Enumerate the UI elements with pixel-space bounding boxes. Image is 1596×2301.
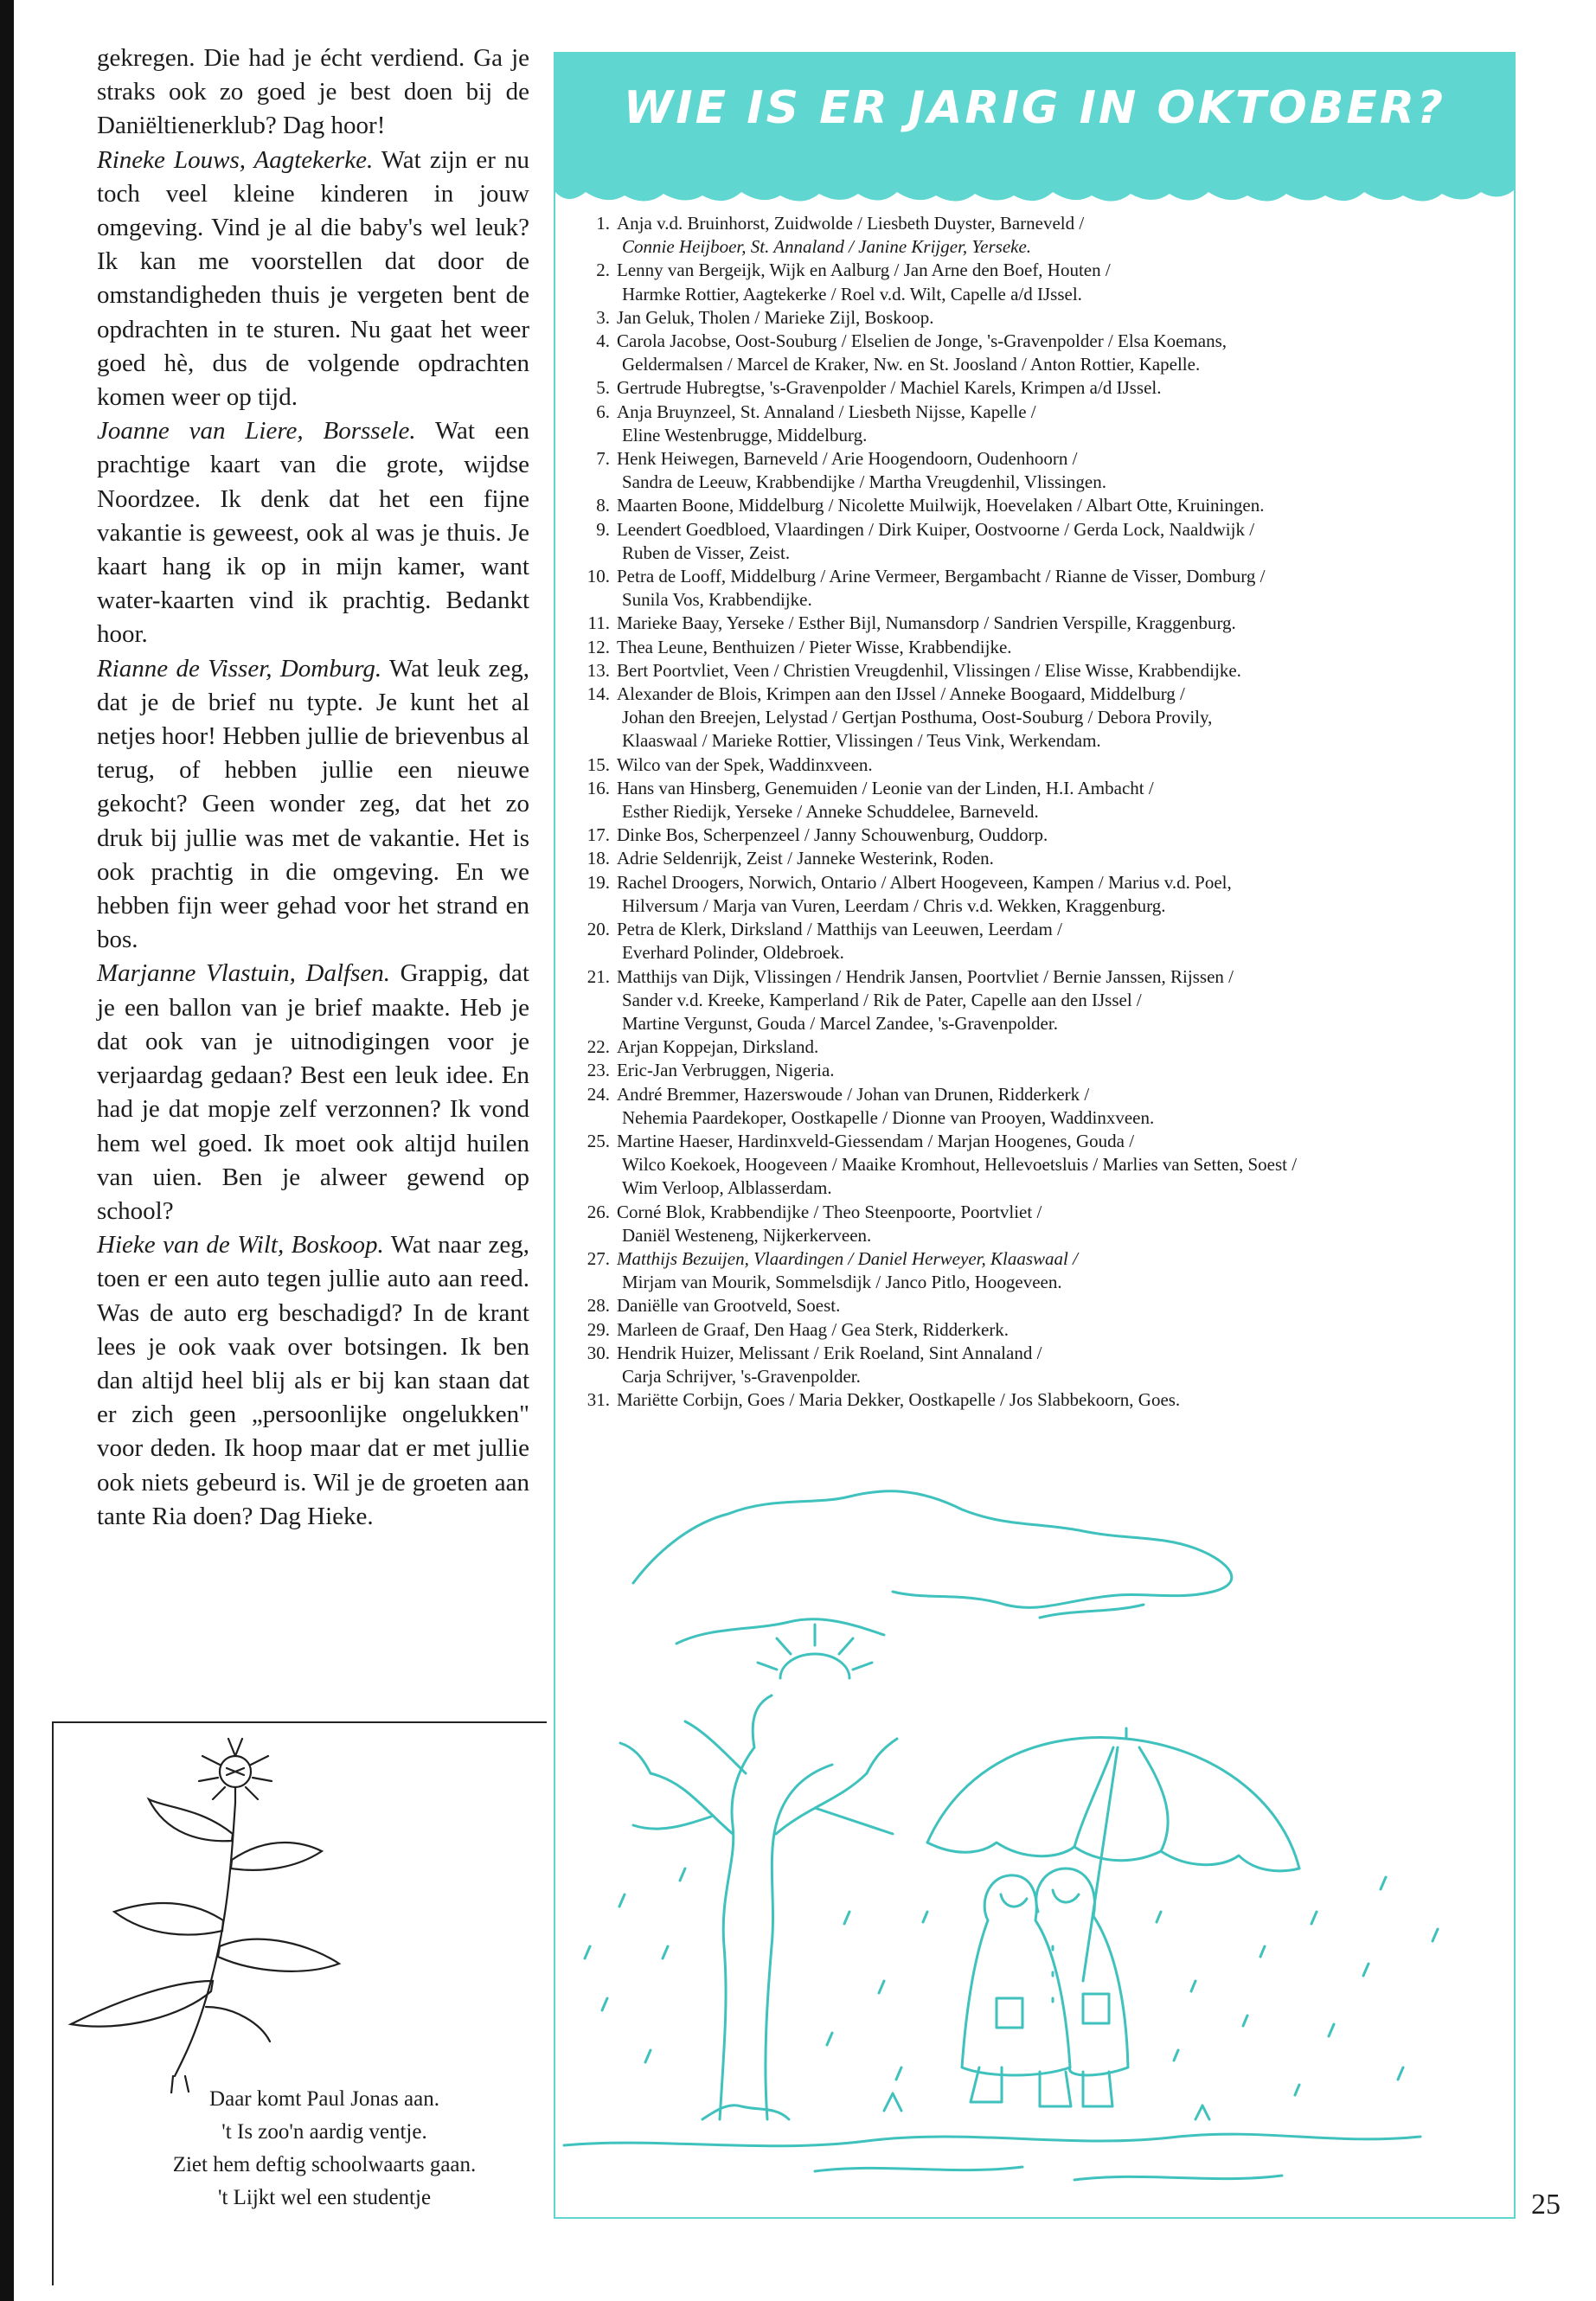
birthday-names (617, 753, 1495, 777)
birthday-names-line: Esther Riedijk, Yerseke / Anneke Schuddelee, Barneveld. (622, 801, 1039, 823)
letter-text: Wat een prachtige kaart van die grote, wijdse Noordzee. Ik denk dat het een fijne vakantie is geweest, ook al was je thuis. Je kaart hang ik op in mijn kamer, want water-kaarten vind ik prachtig. Bedankt hoor. (97, 417, 530, 649)
birthday-day: 12. (586, 636, 610, 657)
birthday-names (617, 1083, 1495, 1130)
birthday-names-line: Petra de Klerk, Dirksland / Matthijs van Leeuwen, Leerdam / (617, 919, 1062, 940)
letter-author: Rineke Louws, Aagtekerke. (97, 145, 374, 174)
letter-text: Wat leuk zeg, dat je de brief nu typte. Je kunt het al netjes hoor! Hebben jullie de brievenbus al terug, of hebben jullie een nieuwe gekocht? Geen wonder zeg, dat het zo druk bij jullie was met de vakantie. Het is ook prachtig in die omgeving. En we hebben fijn weer gehad voor het strand en bos. (97, 654, 529, 954)
birthday-names-line: Klaaswaal / Marieke Rottier, Vlissingen / Teus Vink, Werkendam. (622, 730, 1101, 752)
birthday-names (617, 918, 1495, 965)
birthday-names-line: Wim Verloop, Alblasserdam. (622, 1177, 832, 1199)
letter-text: Wat naar zeg, toen er een auto tegen jullie auto aan reed. Was de auto erg beschadigd? In de krant lees je ook vaak over botsingen. Ik ben dan altijd heel blij als er bij kan staan dat er zich geen „persoonlijke ongelukken" voor deden. Ik hoop maar dat er met jullie ook niets gebeurd is. Wil je de groeten aan tante Ria doen? Dag Hieke. (97, 1231, 529, 1530)
poem-line: 't Is zoo'n aardig ventje. (221, 2120, 427, 2144)
birthday-day: 14. (586, 683, 610, 705)
birthday-entry (578, 636, 1495, 659)
birthday-day: 6. (596, 401, 610, 422)
birthday-entry (578, 518, 1495, 565)
letter-author: Hieke van de Wilt, Boskoop. (97, 1231, 384, 1259)
birthday-entry (578, 683, 1495, 753)
birthday-entry (578, 447, 1495, 494)
birthday-day: 31. (586, 1389, 610, 1411)
birthday-names (617, 1130, 1495, 1201)
letters-column (97, 42, 529, 1534)
birthday-names-line: Lenny van Bergeijk, Wijk en Aalburg / Jan Arne den Boef, Houten / (617, 260, 1111, 281)
birthday-names-line: Wilco Koekoek, Hoogeveen / Maaike Kromhout, Hellevoetsluis / Marlies van Setten, Soest / (622, 1154, 1298, 1176)
birthday-names-line: Henk Heiwegen, Barneveld / Arie Hoogendoorn, Oudenhoorn / (617, 448, 1078, 470)
page-number: 25 (1531, 2189, 1561, 2221)
birthday-names (617, 1059, 1495, 1082)
letter-author: Joanne van Liere, Borssele. (97, 417, 416, 445)
birthday-names (617, 259, 1495, 305)
birthday-names-line: Dinke Bos, Scherpenzeel / Janny Schouwenburg, Ouddorp. (617, 824, 1048, 846)
birthday-names (617, 376, 1495, 400)
birthday-names-line: Matthijs van Dijk, Vlissingen / Hendrik Jansen, Poortvliet / Bernie Janssen, Rijssen / (617, 965, 1234, 987)
birthday-day: 3. (596, 306, 610, 328)
birthday-entry (578, 1342, 1495, 1388)
birthday-entry (578, 965, 1495, 1036)
birthday-names (617, 1035, 1495, 1059)
poem-line: Ziet hem deftig schoolwaarts gaan. (172, 2153, 477, 2176)
birthday-names-line: Bert Poortvliet, Veen / Christien Vreugdenhil, Vlissingen / Elise Wisse, Krabbendijke. (617, 659, 1241, 681)
birthday-entry (578, 1294, 1495, 1317)
birthday-entry (578, 494, 1495, 517)
birthday-names-line: Sander v.d. Kreeke, Kamperland / Rik de Pater, Capelle aan den IJssel / (622, 989, 1142, 1010)
letter-paragraph (97, 144, 529, 415)
letter-paragraph (97, 42, 529, 144)
birthday-names-line: Alexander de Blois, Krimpen aan den IJssel / Anneke Boogaard, Middelburg / (617, 683, 1185, 705)
birthday-day: 16. (586, 777, 610, 798)
letter-author: Marjanne Vlastuin, Dalfsen. (97, 959, 391, 988)
birthday-names-line: Everhard Polinder, Oldebroek. (622, 942, 844, 964)
birthday-names-line: Connie Heijboer, St. Annaland / Janine Krijger, Yerseke. (622, 236, 1032, 258)
birthday-day: 24. (586, 1083, 610, 1105)
birthday-names (617, 659, 1495, 683)
letter-text: Wat zijn er nu toch veel kleine kinderen in jouw omgeving. Vind je al die baby's wel leuk? Ik kan me voorstellen dat door de omstandigheden thuis je vergeten bent de opdrachten in te sturen. Nu gaat het weer goed hè, dus de volgende opdrachten komen weer op tijd. (97, 145, 529, 412)
birthday-names-line: Daniëlle van Grootveld, Soest. (617, 1295, 841, 1317)
birthday-entry (578, 306, 1495, 330)
birthday-day: 9. (596, 518, 610, 540)
birthday-day: 22. (586, 1036, 610, 1058)
birthday-names (617, 494, 1495, 517)
birthday-names (617, 330, 1495, 376)
birthday-day: 20. (586, 919, 610, 940)
birthday-names (617, 1201, 1495, 1247)
birthday-day: 17. (586, 824, 610, 846)
poem (108, 2083, 541, 2214)
birthday-names-line: Sandra de Leeuw, Krabbendijke / Martha Vreugdenhil, Vlissingen. (622, 471, 1106, 493)
birthday-names (617, 871, 1495, 918)
birthday-entry (578, 777, 1495, 824)
birthday-names (617, 965, 1495, 1036)
banner-title: WIE IS ER JARIG IN OKTOBER? (623, 82, 1446, 134)
birthday-names-line: Carola Jacobse, Oost-Souburg / Elselien de Jonge, 's-Gravenpolder / Elsa Koemans, (617, 330, 1227, 352)
letter-text: gekregen. Die had je écht verdiend. Ga je straks ook zo goed je best doen bij de Daniëltienerklub? Dag hoor! (97, 44, 529, 140)
birthday-entry (578, 401, 1495, 447)
birthday-entry (578, 612, 1495, 635)
birthday-entry (578, 1035, 1495, 1059)
birthday-names-line: Nehemia Paardekoper, Oostkapelle / Dionne van Prooyen, Waddinxveen. (622, 1106, 1155, 1128)
birthday-entry (578, 918, 1495, 965)
birthday-names (617, 401, 1495, 447)
birthday-names (617, 1388, 1495, 1412)
birthday-names-line: Leendert Goedbloed, Vlaardingen / Dirk Kuiper, Oostvoorne / Gerda Lock, Naaldwijk / (617, 518, 1255, 540)
birthday-names (617, 1342, 1495, 1388)
birthday-names-line: Rachel Droogers, Norwich, Ontario / Albert Hoogeveen, Kampen / Marius v.d. Poel, (617, 871, 1232, 893)
birthday-day: 1. (596, 213, 610, 234)
rain-umbrella-illustration (555, 1462, 1514, 2206)
birthday-day: 7. (596, 448, 610, 470)
birthday-entry (578, 1388, 1495, 1412)
birthday-names-line: Marieke Baay, Yerseke / Esther Bijl, Numansdorp / Sandrien Verspille, Kraggenburg. (617, 612, 1236, 634)
birthday-names-line: Jan Geluk, Tholen / Marieke Zijl, Boskoop. (617, 306, 934, 328)
birthday-names-line: Daniël Westeneng, Nijkerkerveen. (622, 1224, 872, 1246)
birthday-entry (578, 659, 1495, 683)
letter-author: Rianne de Visser, Domburg. (97, 654, 382, 683)
letter-paragraph (97, 652, 529, 958)
birthday-names-line: Sunila Vos, Krabbendijke. (622, 589, 812, 611)
birthday-names-line: Hans van Hinsberg, Genemuiden / Leonie van der Linden, H.I. Ambacht / (617, 777, 1154, 798)
birthday-names (617, 777, 1495, 824)
birthday-names (617, 518, 1495, 565)
birthday-day: 30. (586, 1342, 610, 1363)
birthday-entry (578, 330, 1495, 376)
birthday-names (617, 683, 1495, 753)
birthday-day: 10. (586, 566, 610, 587)
birthday-day: 11. (587, 612, 610, 634)
birthday-names (617, 612, 1495, 635)
birthday-names (617, 1318, 1495, 1342)
birthday-names-line: Geldermalsen / Marcel de Kraker, Nw. en St. Joosland / Anton Rottier, Kapelle. (622, 354, 1201, 375)
birthday-names-line: Thea Leune, Benthuizen / Pieter Wisse, Krabbendijke. (617, 636, 1012, 657)
birthday-names-line: Wilco van der Spek, Waddinxveen. (617, 753, 873, 775)
birthday-entry (578, 847, 1495, 870)
birthday-names (617, 447, 1495, 494)
birthday-names-line: Ruben de Visser, Zeist. (622, 542, 791, 563)
birthday-names-line: Anja v.d. Bruinhorst, Zuidwolde / Liesbeth Duyster, Barneveld / (617, 213, 1085, 234)
birthday-names-line: Hilversum / Marja van Vuren, Leerdam / Chris v.d. Wekken, Kraggenburg. (622, 894, 1166, 916)
birthday-names-line: Mirjam van Mourik, Sommelsdijk / Janco Pitlo, Hoogeveen. (622, 1272, 1062, 1293)
birthday-names-line: Adrie Seldenrijk, Zeist / Janneke Westerink, Roden. (617, 848, 994, 869)
birthday-names (617, 824, 1495, 847)
birthday-day: 4. (596, 330, 610, 352)
birthday-day: 23. (586, 1060, 610, 1081)
birthday-names-line: Marleen de Graaf, Den Haag / Gea Sterk, Ridderkerk. (617, 1318, 1010, 1340)
birthday-names-line: Maarten Boone, Middelburg / Nicolette Muilwijk, Hoevelaken / Albart Otte, Kruiningen. (617, 495, 1265, 516)
birthday-entry (578, 259, 1495, 305)
birthday-names (617, 847, 1495, 870)
birthday-names (617, 636, 1495, 659)
birthday-names (617, 1294, 1495, 1317)
letter-paragraph (97, 1228, 529, 1534)
birthday-entry (578, 1318, 1495, 1342)
birthday-entry (578, 1130, 1495, 1201)
birthday-day: 15. (586, 753, 610, 775)
birthday-names-line: Gertrude Hubregtse, 's-Gravenpolder / Machiel Karels, Krimpen a/d IJssel. (617, 377, 1162, 399)
birthday-names (617, 565, 1495, 612)
birthday-names-line: Harmke Rottier, Aagtekerke / Roel v.d. Wilt, Capelle a/d IJssel. (622, 283, 1082, 304)
birthday-day: 28. (586, 1295, 610, 1317)
birthday-day: 29. (586, 1318, 610, 1340)
page-binding-edge (0, 0, 14, 2301)
birthday-names-line: Martine Haeser, Hardinxveld-Giessendam / Marjan Hoogenes, Gouda / (617, 1130, 1135, 1151)
birthday-names-line: Matthijs Bezuijen, Vlaardingen / Daniel Herweyer, Klaaswaal / (617, 1247, 1078, 1269)
birthday-day: 13. (586, 659, 610, 681)
letter-text: Grappig, dat je een ballon van je brief maakte. Heb je dat ook van je uitnodigingen voor je verjaardag gedaan? Best een leuk idee. En had je dat mopje zelf verzonnen? Ik vond hem wel goed. Ik moet ook altijd huilen van uien. Ben je alweer gewend op school? (97, 959, 529, 1225)
birthday-entry (578, 212, 1495, 259)
letter-paragraph (97, 957, 529, 1228)
birthday-day: 21. (586, 965, 610, 987)
birthday-day: 26. (586, 1201, 610, 1222)
birthday-list (578, 212, 1495, 1412)
birthday-day: 25. (586, 1130, 610, 1151)
birthday-names (617, 212, 1495, 259)
birthday-names-line: Petra de Looff, Middelburg / Arine Vermeer, Bergambacht / Rianne de Visser, Domburg / (617, 566, 1266, 587)
birthday-entry (578, 871, 1495, 918)
birthday-entry (578, 1083, 1495, 1130)
birthday-names-line: Johan den Breejen, Lelystad / Gertjan Posthuma, Oost-Souburg / Debora Provily, (622, 707, 1213, 728)
birthday-names-line: Corné Blok, Krabbendijke / Theo Steenpoorte, Poortvliet / (617, 1201, 1042, 1222)
birthday-names (617, 306, 1495, 330)
birthday-names-line: Arjan Koppejan, Dirksland. (617, 1036, 819, 1058)
birthday-day: 27. (586, 1247, 610, 1269)
birthday-day: 19. (586, 871, 610, 893)
poem-line: Daar komt Paul Jonas aan. (209, 2087, 439, 2111)
birthday-day: 18. (586, 848, 610, 869)
birthday-day: 8. (596, 495, 610, 516)
birthday-entry (578, 1059, 1495, 1082)
birthday-entry (578, 1247, 1495, 1294)
birthday-names-line: Eric-Jan Verbruggen, Nigeria. (617, 1060, 835, 1081)
letter-paragraph (97, 414, 529, 651)
birthday-names-line: Anja Bruynzeel, St. Annaland / Liesbeth Nijsse, Kapelle / (617, 401, 1036, 422)
birthday-names-line: André Bremmer, Hazerswoude / Johan van Drunen, Ridderkerk / (617, 1083, 1090, 1105)
birthday-entry (578, 565, 1495, 612)
birthday-names-line: Martine Vergunst, Gouda / Marcel Zandee, 's-Gravenpolder. (622, 1012, 1058, 1034)
birthday-names (617, 1247, 1495, 1294)
birthday-day: 5. (596, 377, 610, 399)
birthday-names-line: Hendrik Huizer, Melissant / Erik Roeland, Sint Annaland / (617, 1342, 1042, 1363)
birthday-names-line: Eline Westenbrugge, Middelburg. (622, 424, 868, 445)
birthday-entry (578, 753, 1495, 777)
birthday-day: 2. (596, 260, 610, 281)
birthday-names-line: Mariëtte Corbijn, Goes / Maria Dekker, Oostkapelle / Jos Slabbekoorn, Goes. (617, 1389, 1181, 1411)
birthday-entry (578, 376, 1495, 400)
flower-illustration (54, 1730, 417, 2093)
poem-line: 't Lijkt wel een studentje (217, 2186, 432, 2209)
birthday-entry (578, 824, 1495, 847)
birthday-entry (578, 1201, 1495, 1247)
birthday-names-line: Carja Schrijver, 's-Gravenpolder. (622, 1365, 861, 1387)
